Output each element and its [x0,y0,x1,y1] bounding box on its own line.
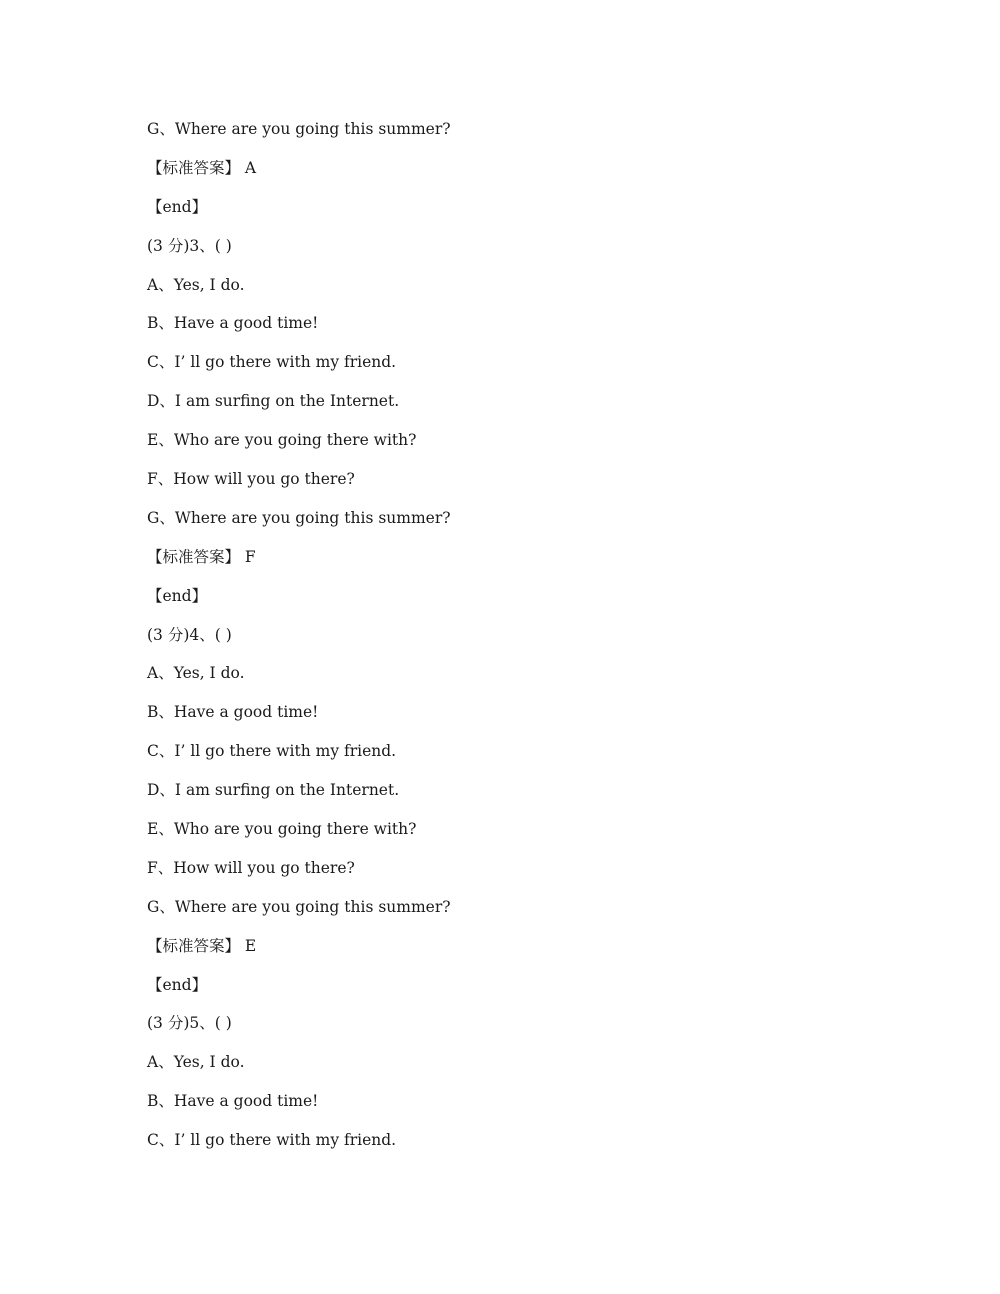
option-d: D、I am surfing on the Internet. [147,781,400,800]
option-e: E、Who are you going there with? [147,431,417,450]
option-d: D、I am surfing on the Internet. [147,392,400,411]
document-body [147,116,907,1166]
option-a: A、Yes, I do. [147,1053,245,1072]
standard-answer: 【标准答案】 F [147,547,256,566]
option-e: E、Who are you going there with? [147,820,417,839]
option-c: C、I’ ll go there with my friend. [147,353,397,372]
standard-answer: 【标准答案】 E [147,936,257,955]
question-heading: (3 分)4、( ) [147,625,232,644]
option-a: A、Yes, I do. [147,275,245,294]
standard-answer: 【标准答案】 A [147,158,257,177]
option-f: F、How will you go there? [147,470,355,489]
option-c: C、I’ ll go there with my friend. [147,742,397,761]
question-heading: (3 分)3、( ) [147,236,232,255]
option-b: B、Have a good time! [147,314,319,333]
option-a: A、Yes, I do. [147,664,245,683]
end-marker: 【end】 [147,197,208,216]
option-c: C、I’ ll go there with my friend. [147,1131,397,1150]
end-marker: 【end】 [147,586,208,605]
option-f: F、How will you go there? [147,858,355,877]
option-g: G、Where are you going this summer? [147,508,451,527]
option-b: B、Have a good time! [147,703,319,722]
option-g: G、Where are you going this summer? [147,120,451,138]
question-heading: (3 分)5、( ) [147,1014,232,1033]
option-b: B、Have a good time! [147,1092,319,1111]
end-marker: 【end】 [147,975,208,994]
option-g: G、Where are you going this summer? [147,897,451,916]
